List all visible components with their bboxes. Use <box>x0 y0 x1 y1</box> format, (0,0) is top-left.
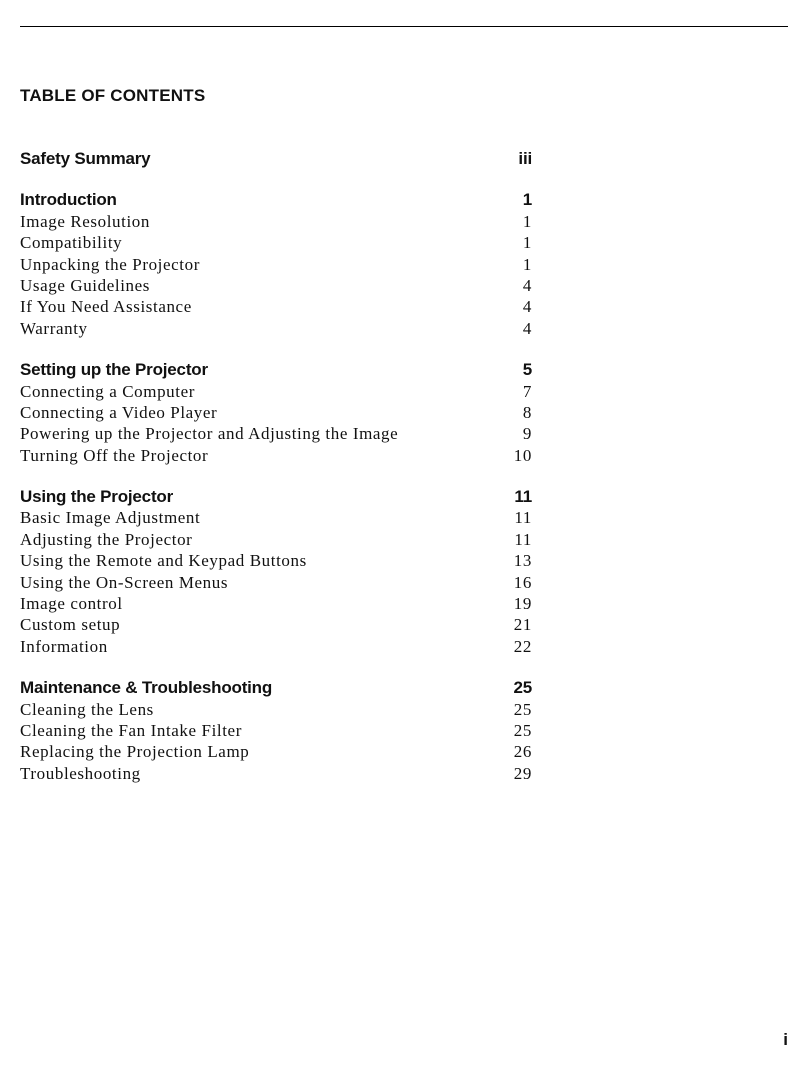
toc-entry-page: 13 <box>513 551 532 571</box>
toc-entry-title: Adjusting the Projector <box>20 529 193 549</box>
toc-entry-page: 1 <box>522 254 532 274</box>
toc-entry[interactable] <box>20 507 532 528</box>
top-rule <box>20 26 788 27</box>
toc-entry-page: 4 <box>522 275 532 295</box>
toc-entry-page: 4 <box>522 297 532 317</box>
toc-entry-page: 1 <box>522 233 532 253</box>
toc-entry[interactable] <box>20 699 532 720</box>
toc-section <box>20 677 532 784</box>
toc-entry-page: 8 <box>522 402 532 422</box>
toc-section-heading[interactable] <box>20 148 532 169</box>
toc-section <box>20 148 532 169</box>
toc-entry-title: Troubleshooting <box>20 763 141 783</box>
toc-section <box>20 189 532 339</box>
toc-entry-page: 9 <box>522 424 532 444</box>
toc-section-page: 25 <box>513 678 532 698</box>
page-number: i <box>783 1030 788 1049</box>
toc-section-title: Maintenance & Troubleshooting <box>20 678 273 698</box>
toc-entry-page: 22 <box>513 636 532 656</box>
toc-entry[interactable] <box>20 232 532 253</box>
toc-entry-title: If You Need Assistance <box>20 297 192 317</box>
toc-entry[interactable] <box>20 254 532 275</box>
toc-entry[interactable] <box>20 423 532 444</box>
toc-section-title: Safety Summary <box>20 149 151 168</box>
toc-section-title: Introduction <box>20 190 117 210</box>
toc-entry-page: 21 <box>513 615 532 635</box>
toc-entry-title: Using the Remote and Keypad Buttons <box>20 551 307 571</box>
toc-entry[interactable] <box>20 381 532 402</box>
toc-entry-page: 7 <box>522 381 532 401</box>
toc-entry-title: Replacing the Projection Lamp <box>20 742 250 762</box>
toc-entry-title: Basic Image Adjustment <box>20 508 201 528</box>
toc-entry-title: Unpacking the Projector <box>20 254 200 274</box>
toc-section-page: 5 <box>522 360 532 380</box>
toc-entry[interactable] <box>20 402 532 423</box>
toc-entry-title: Custom setup <box>20 615 121 635</box>
toc-entry-title: Cleaning the Lens <box>20 699 154 719</box>
page-title: TABLE OF CONTENTS <box>20 86 206 105</box>
toc-section-title: Using the Projector <box>20 487 174 507</box>
toc-section <box>20 486 532 657</box>
toc-entry-title: Image Resolution <box>20 211 150 231</box>
toc-entry[interactable] <box>20 529 532 550</box>
toc-entry-title: Information <box>20 636 108 656</box>
toc-section-page: iii <box>518 149 532 168</box>
toc-section <box>20 359 532 466</box>
toc-entry-title: Using the On-Screen Menus <box>20 572 229 592</box>
toc-entry-title: Image control <box>20 594 123 614</box>
toc-entry[interactable] <box>20 445 532 466</box>
toc-entry[interactable] <box>20 572 532 593</box>
toc-entry[interactable] <box>20 636 532 657</box>
toc-section-heading[interactable] <box>20 189 532 210</box>
toc-entry-page: 11 <box>514 508 532 528</box>
toc-section-title: Setting up the Projector <box>20 360 208 380</box>
toc-entry-title: Powering up the Projector and Adjusting the Image <box>20 424 399 444</box>
toc-entry[interactable] <box>20 593 532 614</box>
toc-entry[interactable] <box>20 211 532 232</box>
toc-entry-title: Connecting a Computer <box>20 381 196 401</box>
toc-entry-page: 16 <box>513 572 532 592</box>
toc-section-heading[interactable] <box>20 359 532 380</box>
toc-entry[interactable] <box>20 550 532 571</box>
toc-entry-title: Warranty <box>20 318 88 338</box>
toc-entry-page: 11 <box>514 529 532 549</box>
toc-section-heading[interactable] <box>20 486 532 507</box>
toc-entry-page: 29 <box>513 763 532 783</box>
toc-entry[interactable] <box>20 296 532 317</box>
toc-entry[interactable] <box>20 318 532 339</box>
toc-section-page: 11 <box>514 487 532 507</box>
toc-entry-title: Compatibility <box>20 233 123 253</box>
toc-entry[interactable] <box>20 720 532 741</box>
toc-entry-page: 25 <box>513 720 532 740</box>
toc-entry[interactable] <box>20 741 532 762</box>
toc-entry[interactable] <box>20 275 532 296</box>
toc-entry-page: 26 <box>513 742 532 762</box>
toc-entry-page: 10 <box>513 445 532 465</box>
toc-entry[interactable] <box>20 763 532 784</box>
toc-entry-page: 1 <box>522 211 532 231</box>
toc-entry-title: Turning Off the Projector <box>20 445 209 465</box>
toc-section-heading[interactable] <box>20 677 532 698</box>
table-of-contents <box>20 148 532 804</box>
toc-entry-title: Cleaning the Fan Intake Filter <box>20 720 242 740</box>
toc-entry-title: Connecting a Video Player <box>20 402 218 422</box>
toc-entry-page: 4 <box>522 318 532 338</box>
toc-entry-page: 25 <box>513 699 532 719</box>
toc-section-page: 1 <box>522 190 532 210</box>
toc-entry-title: Usage Guidelines <box>20 275 150 295</box>
toc-entry[interactable] <box>20 614 532 635</box>
toc-entry-page: 19 <box>513 594 532 614</box>
